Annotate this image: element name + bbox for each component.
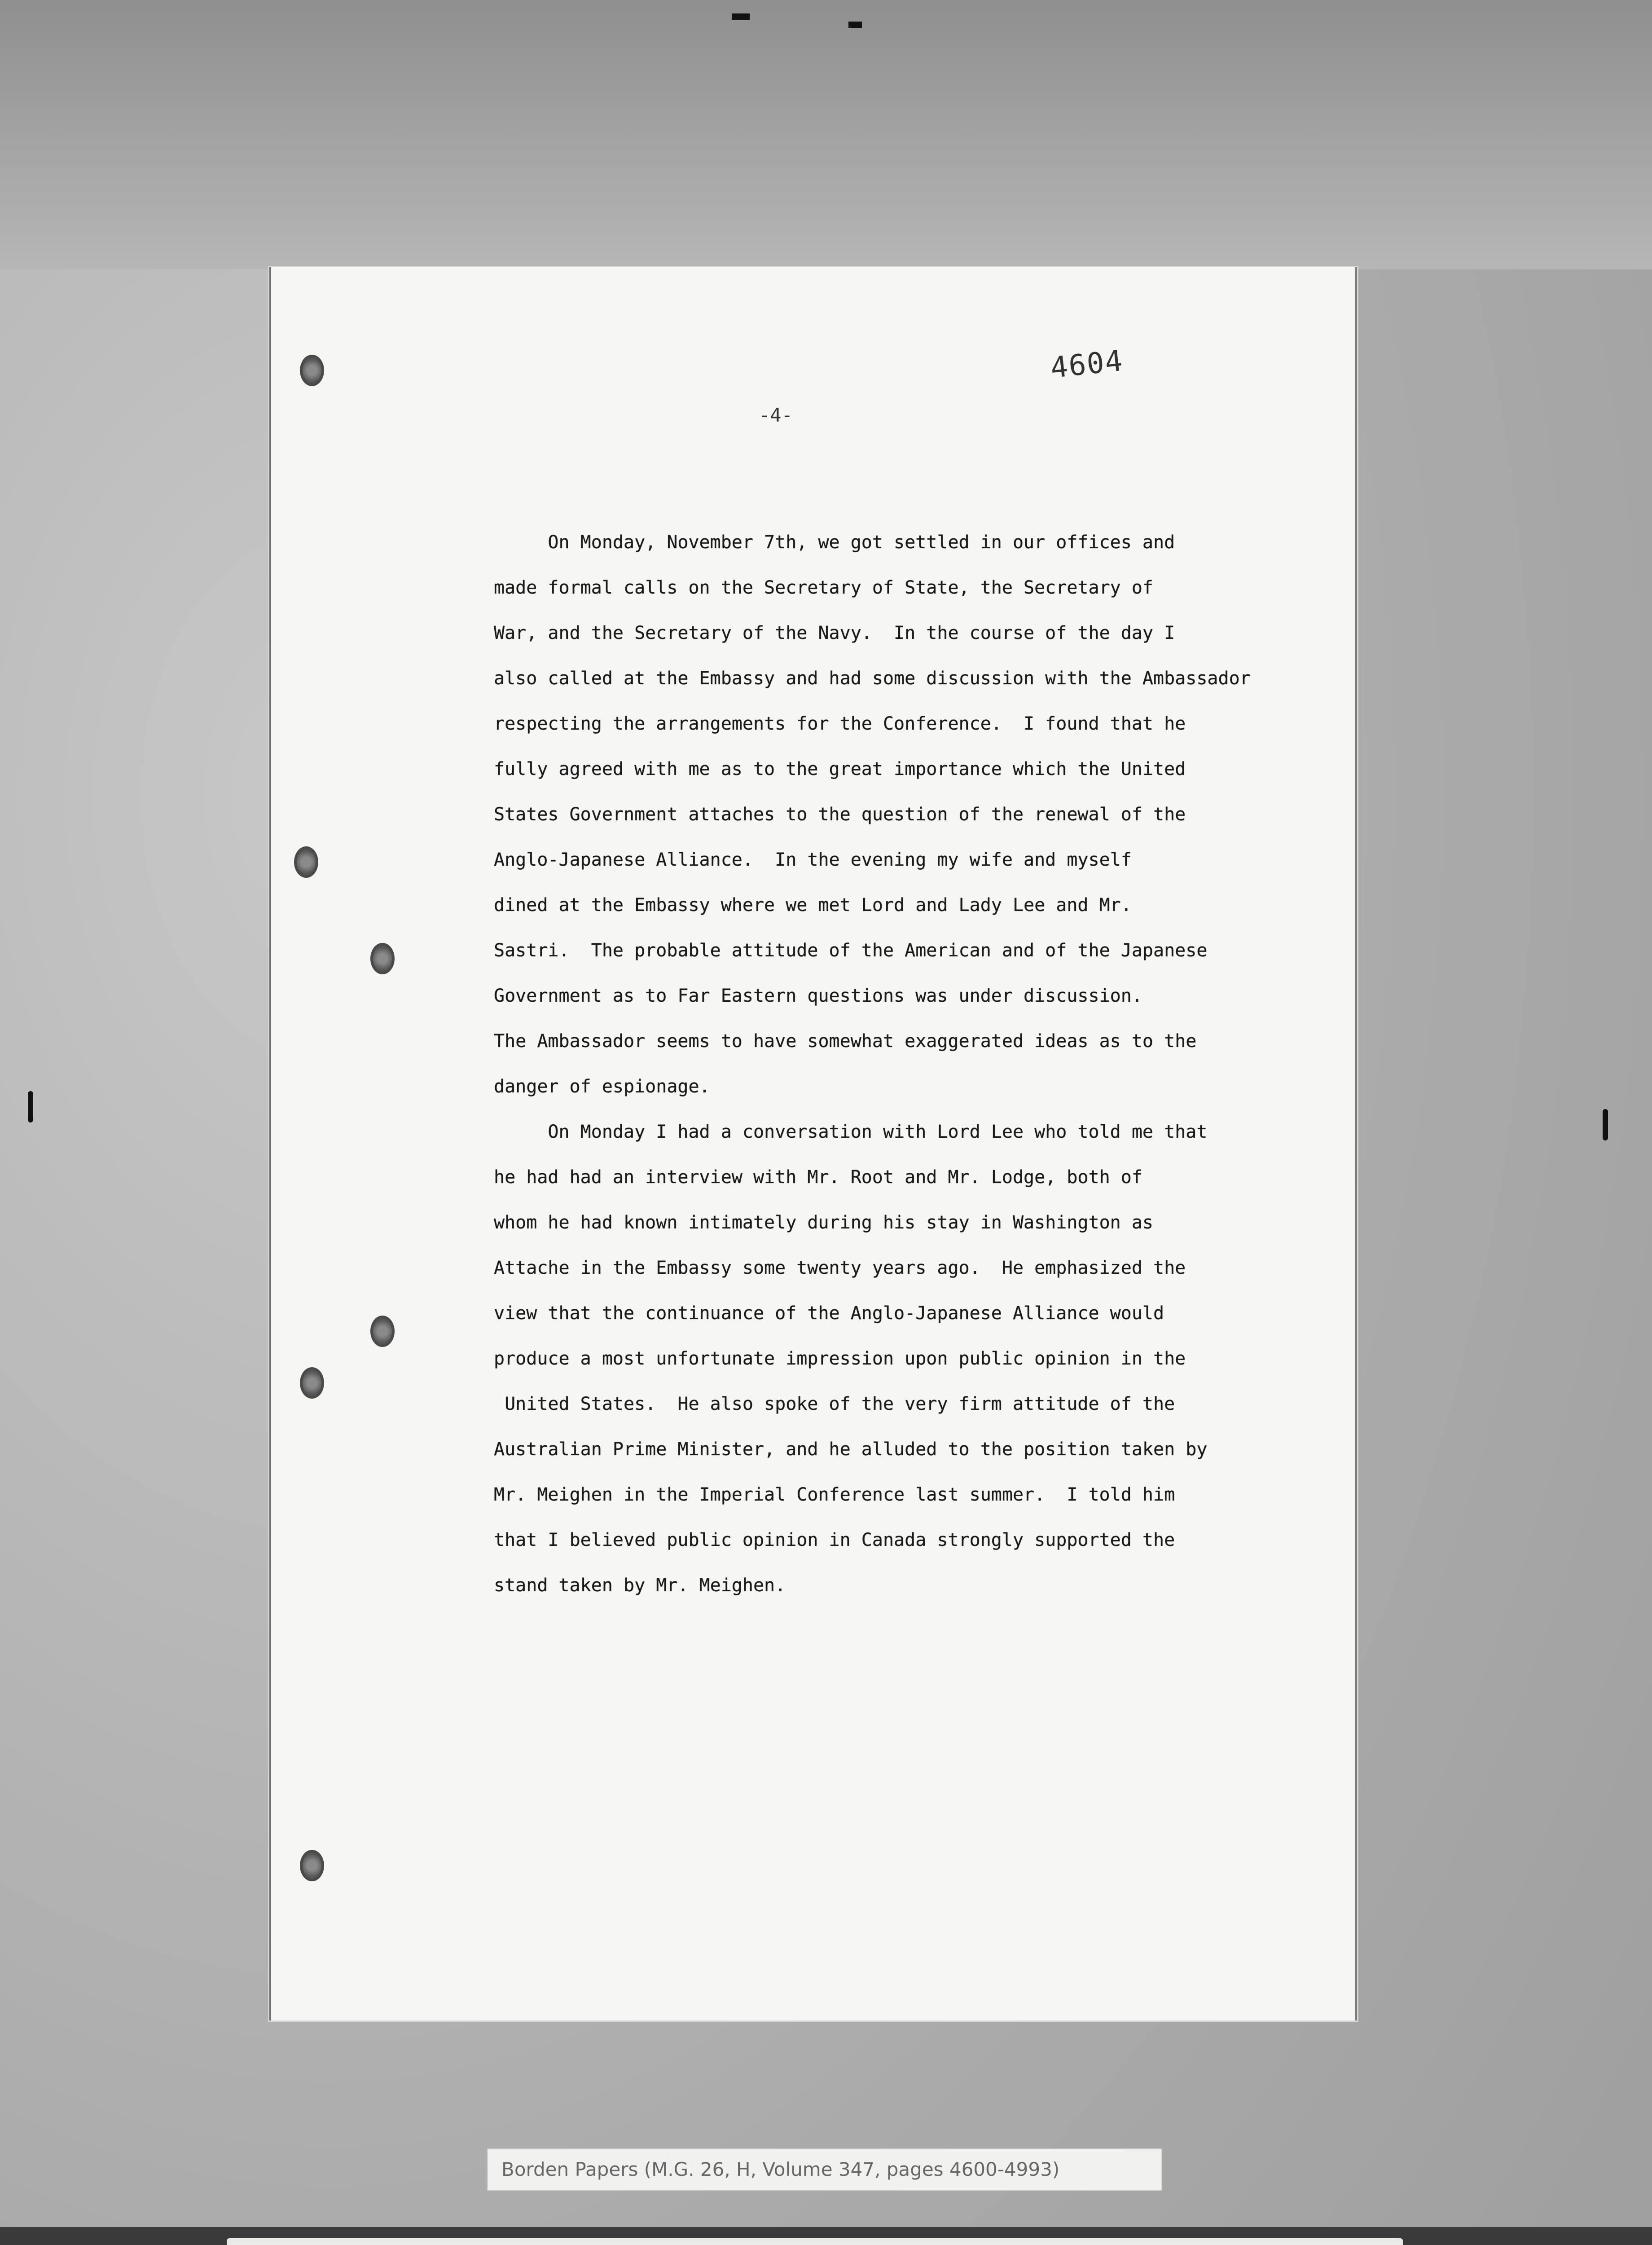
text-line: also called at the Embassy and had some discussion with the Ambassador — [494, 668, 1251, 689]
text-line: danger of espionage. — [494, 1076, 710, 1097]
text-line: whom he had known intimately during his stay in Washington as — [494, 1212, 1154, 1233]
text-line: War, and the Secretary of the Navy. In the course of the day I — [494, 623, 1175, 643]
top-band — [0, 0, 1652, 269]
punch-hole — [300, 1367, 324, 1399]
text-line: Australian Prime Minister, and he alluded to the position taken by — [494, 1439, 1208, 1460]
collection-label — [487, 2148, 1162, 2191]
archives-card — [227, 2238, 1403, 2245]
text-line: On Monday, November 7th, we got settled in our offices and — [494, 532, 1175, 553]
text-line: Attache in the Embassy some twenty years ago. He emphasized the — [494, 1258, 1186, 1278]
text-line: that I believed public opinion in Canada strongly supported the — [494, 1530, 1175, 1550]
text-line: Anglo-Japanese Alliance. In the evening my wife and myself — [494, 850, 1132, 870]
text-line: States Government attaches to the question of the renewal of the — [494, 804, 1186, 825]
punch-hole — [300, 355, 324, 386]
punch-hole — [300, 1850, 324, 1881]
text-line: made formal calls on the Secretary of State, the Secretary of — [494, 577, 1154, 598]
punch-hole — [370, 943, 395, 974]
text-line: dined at the Embassy where we met Lord and Lady Lee and Mr. — [494, 895, 1132, 916]
film-edge-mark — [1603, 1109, 1608, 1140]
text-line: view that the continuance of the Anglo-Japanese Alliance would — [494, 1303, 1164, 1324]
text-line: respecting the arrangements for the Conference. I found that he — [494, 713, 1186, 734]
film-edge-mark — [28, 1091, 33, 1122]
collection-label-text: Borden Papers (M.G. 26, H, Volume 347, pages 4600-4993) — [501, 2158, 1060, 2180]
letter-body — [494, 520, 1311, 1608]
text-line: Mr. Meighen in the Imperial Conference last summer. I told him — [494, 1484, 1175, 1505]
film-mark — [732, 13, 750, 20]
text-line: United States. He also spoke of the very firm attitude of the — [494, 1394, 1175, 1414]
text-line: fully agreed with me as to the great importance which the United — [494, 759, 1186, 779]
text-line: Sastri. The probable attitude of the American and of the Japanese — [494, 940, 1208, 961]
text-line: produce a most unfortunate impression upon public opinion in the — [494, 1348, 1186, 1369]
film-mark — [848, 22, 862, 28]
page-stamp: 4604 — [1049, 344, 1125, 385]
text-line: The Ambassador seems to have somewhat exaggerated ideas as to the — [494, 1031, 1197, 1052]
text-line: stand taken by Mr. Meighen. — [494, 1575, 786, 1596]
punch-hole — [370, 1316, 395, 1347]
page-number: -4- — [759, 404, 793, 426]
text-line: On Monday I had a conversation with Lord Lee who told me that — [494, 1122, 1208, 1142]
punch-hole — [294, 846, 318, 878]
text-line: he had had an interview with Mr. Root and Mr. Lodge, both of — [494, 1167, 1142, 1188]
text-line: Government as to Far Eastern questions was under discussion. — [494, 986, 1142, 1006]
